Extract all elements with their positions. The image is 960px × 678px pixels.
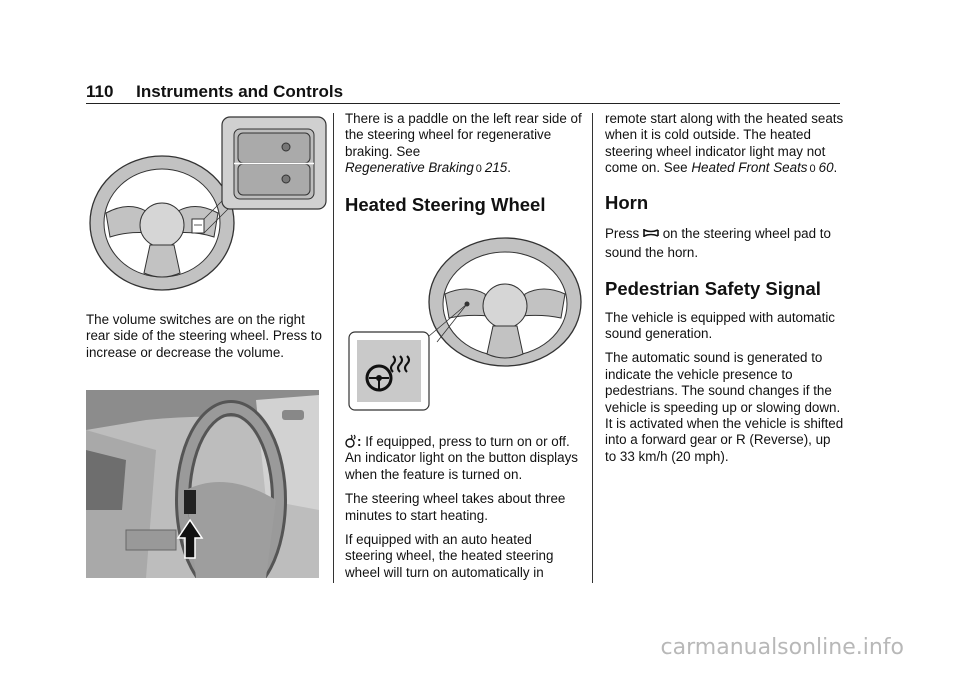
steering-wheel-volume-switch-figure — [88, 113, 328, 295]
column-divider-1 — [333, 113, 334, 583]
column-2-bottom — [345, 434, 583, 589]
heated-steering-wheel-figure — [345, 232, 585, 412]
pedestrian-paragraph-2: The automatic sound is generated to indicate the vehicle presence to pedestrians. The sound changes if the vehicle is speeding up or slowing down. It is activated when the vehicle is shifted into a forward gear or R (Reverse), up to 33 km/h (20 mph). — [605, 350, 844, 464]
volume-paragraph: The volume switches are on the right rear side of the steering wheel. Press to increase or decrease the volume. — [86, 312, 322, 360]
column-2-top — [345, 111, 583, 216]
page-number: 110 — [86, 82, 114, 101]
column-1-text — [86, 312, 326, 369]
paddle-paragraph: There is a paddle on the left rear side of the steering wheel for regenerative braking. See Regenerative Braking 0 215. — [345, 111, 582, 176]
remote-start-paragraph: remote start along with the heated seats when it is cold outside. The heated steering wheel indicator light may not come on. See Heated Front Seats 0 60. — [605, 111, 844, 176]
heated-front-seats-page[interactable]: 60 — [818, 160, 834, 176]
heated-steering-wheel-icon — [345, 434, 357, 448]
heated-desc-text: If equipped, press to turn on or off. An indicator light on the button displays when the feature is turned on. — [345, 434, 578, 482]
horn-heading: Horn — [605, 191, 649, 213]
page-ref-icon: 0 — [809, 163, 816, 176]
horn-paragraph — [605, 224, 845, 262]
heated-front-seats-link[interactable]: Heated Front Seats — [691, 160, 808, 176]
heated-description — [345, 434, 583, 483]
pedestrian-safety-heading: Pedestrian Safety Signal — [605, 277, 821, 299]
page-ref-icon: 0 — [475, 163, 482, 176]
horn-text-pre: Press — [605, 225, 640, 241]
watermark: carmanualsonline.info — [660, 635, 904, 660]
regenerative-braking-page[interactable]: 215 — [484, 160, 508, 176]
heated-auto-paragraph: If equipped with an auto heated steering wheel, the heated steering wheel will turn on automatically in — [345, 532, 554, 580]
regenerative-braking-link[interactable]: Regenerative Braking — [345, 160, 474, 176]
remote-start-text: remote start along with the heated seats when it is cold outside. The heated steering wheel indicator light may not come on. See — [605, 111, 844, 176]
header-rule — [86, 103, 840, 104]
page-header — [86, 82, 343, 102]
section-title: Instruments and Controls — [136, 82, 344, 101]
horn-icon — [643, 228, 659, 239]
paddle-intro: There is a paddle on the left rear side of the steering wheel for regenerative braking. See — [345, 111, 582, 159]
heated-time-paragraph: The steering wheel takes about three minutes to start heating. — [345, 491, 566, 523]
heated-label-sep: : — [357, 434, 362, 449]
pedestrian-paragraph-1: The vehicle is equipped with automatic sound generation. — [605, 309, 836, 342]
heated-steering-wheel-heading: Heated Steering Wheel — [345, 193, 546, 215]
column-3 — [605, 111, 845, 473]
horn-text-post: on the steering wheel pad to sound the horn. — [605, 225, 831, 260]
interior-steering-column-figure — [86, 390, 319, 578]
column-divider-2 — [592, 113, 593, 583]
